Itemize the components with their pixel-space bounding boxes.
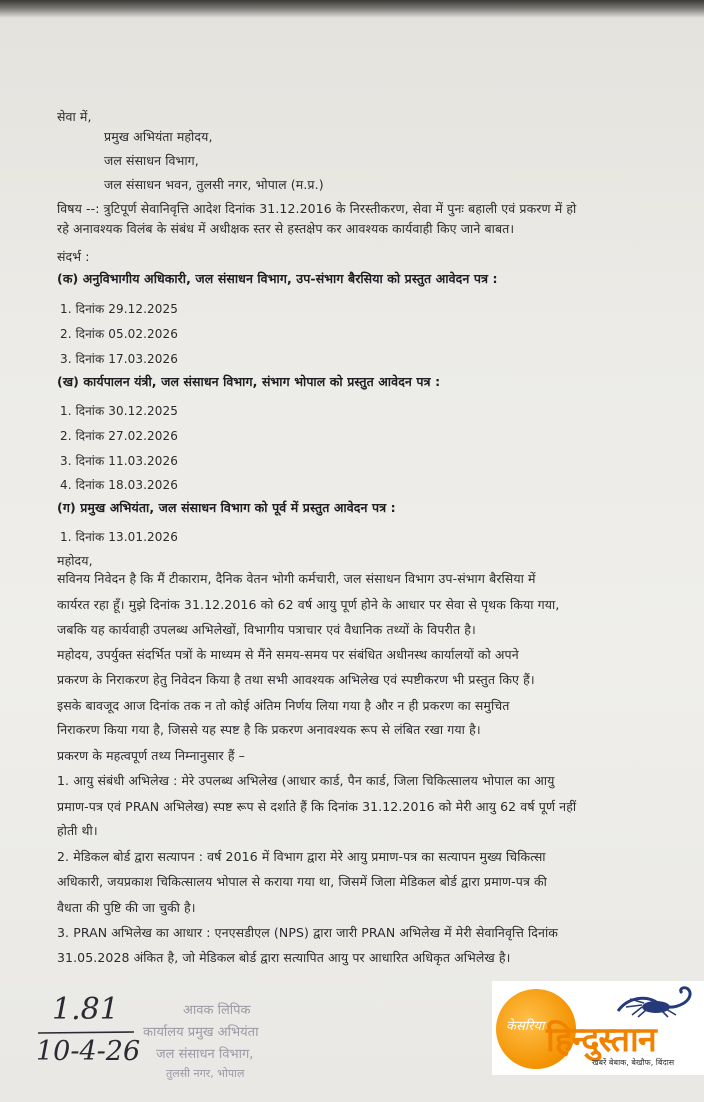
stamp-line-3: जल संसाधन विभाग, bbox=[156, 1047, 254, 1062]
reference-label: संदर्भ : bbox=[57, 249, 90, 264]
top-shadow bbox=[0, 0, 704, 18]
address-line-2: जल संसाधन विभाग, bbox=[104, 153, 199, 168]
section-b-item-3: 3. दिनांक 11.03.2026 bbox=[60, 454, 178, 468]
para1-line-2: कार्यरत रहा हूँ। मुझे दिनांक 31.12.2016 को 62 वर्ष आयु पूर्ण होने के आधार पर सेवा से पृथक किया गया, bbox=[57, 597, 560, 612]
stamp-line-4: तुलसी नगर, भोपाल bbox=[166, 1067, 245, 1080]
section-a-item-1: 1. दिनांक 29.12.2025 bbox=[60, 302, 178, 316]
address-line-3: जल संसाधन भवन, तुलसी नगर, भोपाल (म.प्र.) bbox=[104, 177, 324, 192]
logo-tagline: खबरें बेबाक, बेखौफ, बिंदास bbox=[592, 1058, 675, 1067]
handwritten-date: 10-4-26 bbox=[36, 1036, 141, 1067]
address-to: सेवा में, bbox=[57, 109, 92, 124]
section-b-heading: (ख) कार्यपालन यंत्री, जल संसाधन विभाग, संभाग भोपाल को प्रस्तुत आवेदन पत्र : bbox=[57, 374, 441, 389]
para2-line-1: महोदय, उपर्युक्त संदर्भित पत्रों के माध्यम से मैंने समय-समय पर संबंधित अधीनस्थ कार्यालयों को अपने bbox=[57, 647, 519, 662]
fact3-line-1: 3. PRAN अभिलेख का आधार : एनएसडीएल (NPS) द्वारा जारी PRAN अभिलेख में मेरी सेवानिवृत्ति दिनांक bbox=[57, 925, 559, 940]
scorpion-icon bbox=[612, 985, 700, 1019]
section-c-heading: (ग) प्रमुख अभियंता, जल संसाधन विभाग को पूर्व में प्रस्तुत आवेदन पत्र : bbox=[57, 500, 396, 515]
para2-line-2: प्रकरण के निराकरण हेतु निवेदन किया है तथा सभी आवश्यक अभिलेख एवं स्पष्टीकरण भी प्रस्तुत किए हैं। bbox=[57, 672, 535, 687]
subject-line-1: विषय --: त्रुटिपूर्ण सेवानिवृत्ति आदेश दिनांक 31.12.2016 के निरस्तीकरण, सेवा में पुनः बहाली एवं प्रकरण में हो bbox=[57, 201, 577, 216]
logo-kesariya: केसरिया bbox=[506, 1019, 545, 1034]
fact2-line-1: 2. मेडिकल बोर्ड द्वारा सत्यापन : वर्ष 2016 में विभाग द्वारा मेरे आयु प्रमाण-पत्र का सत्यापन मुख्य चिकित्सा bbox=[57, 849, 546, 864]
para1-line-3: जबकि यह कार्यवाही उपलब्ध अभिलेखों, विभागीय पत्राचार एवं वैधानिक तथ्यों के विपरीत है। bbox=[57, 622, 476, 637]
fact3-line-2: 31.05.2028 अंकित है, जो मेडिकल बोर्ड द्वारा सत्यापित आयु पर आधारित अधिकृत अभिलेख है। bbox=[57, 950, 511, 965]
section-a-heading: (क) अनुविभागीय अधिकारी, जल संसाधन विभाग, उप-संभाग बैरसिया को प्रस्तुत आवेदन पत्र : bbox=[57, 271, 498, 286]
section-b-item-4: 4. दिनांक 18.03.2026 bbox=[60, 478, 178, 492]
subject-line-2: रहे अनावश्यक विलंब के संबंध में अधीक्षक स्तर से हस्तक्षेप कर आवश्यक कार्यवाही किए जाने बाबत। bbox=[57, 221, 515, 236]
address-line-1: प्रमुख अभियंता महोदय, bbox=[104, 129, 213, 144]
section-c-item-1: 1. दिनांक 13.01.2026 bbox=[60, 530, 178, 544]
fact1-line-1: 1. आयु संबंधी अभिलेख : मेरे उपलब्ध अभिलेख (आधार कार्ड, पैन कार्ड, जिला चिकित्सालय भोपाल का आयु bbox=[57, 773, 555, 788]
handwritten-number: 1.81 bbox=[52, 992, 119, 1027]
salutation: महोदय, bbox=[57, 553, 93, 568]
section-a-item-2: 2. दिनांक 05.02.2026 bbox=[60, 327, 178, 341]
para1-line-1: सविनय निवेदन है कि मैं टीकाराम, दैनिक वेतन भोगी कर्मचारी, जल संसाधन विभाग उप-संभाग बैरसिया में bbox=[57, 571, 536, 586]
fact1-line-3: होती थी। bbox=[57, 823, 98, 838]
para2-line-3: इसके बावजूद आज दिनांक तक न तो कोई अंतिम निर्णय लिया गया है और न ही प्रकरण का समुचित bbox=[57, 698, 510, 713]
section-b-item-2: 2. दिनांक 27.02.2026 bbox=[60, 429, 178, 443]
fact1-line-2: प्रमाण-पत्र एवं PRAN अभिलेख) स्पष्ट रूप से दर्शाते हैं कि दिनांक 31.12.2016 को मेरी आयु 62 वर्ष पूर्ण नहीं bbox=[57, 799, 577, 814]
stamp-line-2: कार्यालय प्रमुख अभियंता bbox=[143, 1025, 259, 1040]
section-b-item-1: 1. दिनांक 30.12.2025 bbox=[60, 404, 178, 418]
stamp-line-1: आवक लिपिक bbox=[183, 1003, 251, 1018]
section-a-item-3: 3. दिनांक 17.03.2026 bbox=[60, 352, 178, 366]
facts-intro: प्रकरण के महत्वपूर्ण तथ्य निम्नानुसार हैं – bbox=[57, 748, 246, 763]
fact2-line-3: वैधता की पुष्टि की जा चुकी है। bbox=[57, 900, 196, 915]
fact2-line-2: अधिकारी, जयप्रकाश चिकित्सालय भोपाल से कराया गया था, जिसमें जिला मेडिकल बोर्ड द्वारा प्रमाण-पत्र की bbox=[57, 874, 547, 889]
watermark-logo bbox=[492, 981, 704, 1075]
logo-name: हिन्दुस्तान bbox=[546, 1020, 656, 1060]
para2-line-4: निराकरण किया गया है, जिससे यह स्पष्ट है कि प्रकरण अनावश्यक रूप से लंबित रखा गया है। bbox=[57, 722, 481, 737]
